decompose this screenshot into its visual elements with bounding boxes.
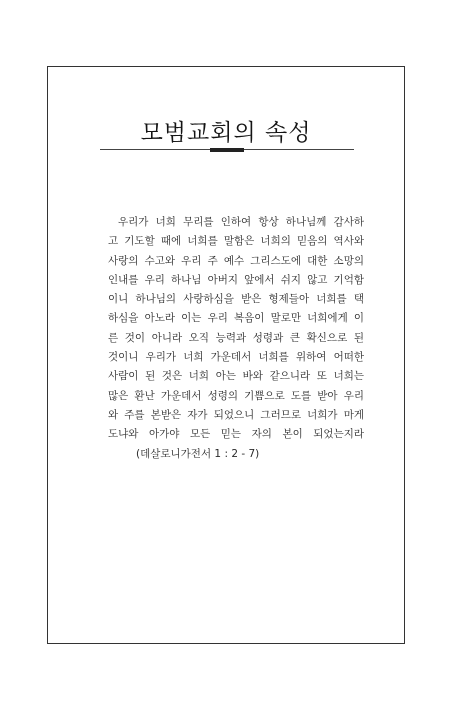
passage-line: 것이니 우리가 너희 가운데서 너희를 위하여 어떠한 bbox=[108, 351, 364, 364]
scripture-reference: (데살로니가전서 1 : 2 - 7) bbox=[136, 447, 260, 460]
passage-line: 른 것이 아니라 오직 능력과 성령과 큰 확신으로 된 bbox=[108, 331, 364, 344]
passage-line: 사랑의 수고와 우리 주 예수 그리스도에 대한 소망의 bbox=[108, 254, 364, 267]
page-title: 모범교회의 속성 bbox=[140, 120, 312, 146]
passage-line: 우리가 너희 무리를 인하여 항상 하나님께 감사하 bbox=[118, 216, 364, 228]
scripture-passage bbox=[108, 213, 364, 464]
passage-line: 도냐와 아가야 모든 믿는 자의 본이 되었는지라 bbox=[108, 428, 364, 441]
passage-line: 하심을 아노라 이는 우리 복음이 말로만 너희에게 이 bbox=[108, 312, 364, 325]
passage-line: 이니 하나님의 사랑하심을 받은 형제들아 너희를 택 bbox=[108, 293, 364, 306]
passage-line: 고 기도할 때에 너희를 말함은 너희의 믿음의 역사와 bbox=[108, 235, 364, 248]
page-frame bbox=[47, 66, 405, 644]
title-underline-accent bbox=[210, 148, 244, 152]
passage-line: 와 주를 본받은 자가 되었으니 그러므로 너희가 마게 bbox=[108, 408, 364, 421]
passage-line: 사람이 된 것은 너희 아는 바와 같으니라 또 너희는 bbox=[108, 370, 364, 383]
passage-line: 많은 환난 가운데서 성령의 기쁨으로 도를 받아 우리 bbox=[108, 389, 364, 402]
passage-line: 인내를 우리 하나님 아버지 앞에서 쉬지 않고 기억함 bbox=[108, 273, 364, 286]
